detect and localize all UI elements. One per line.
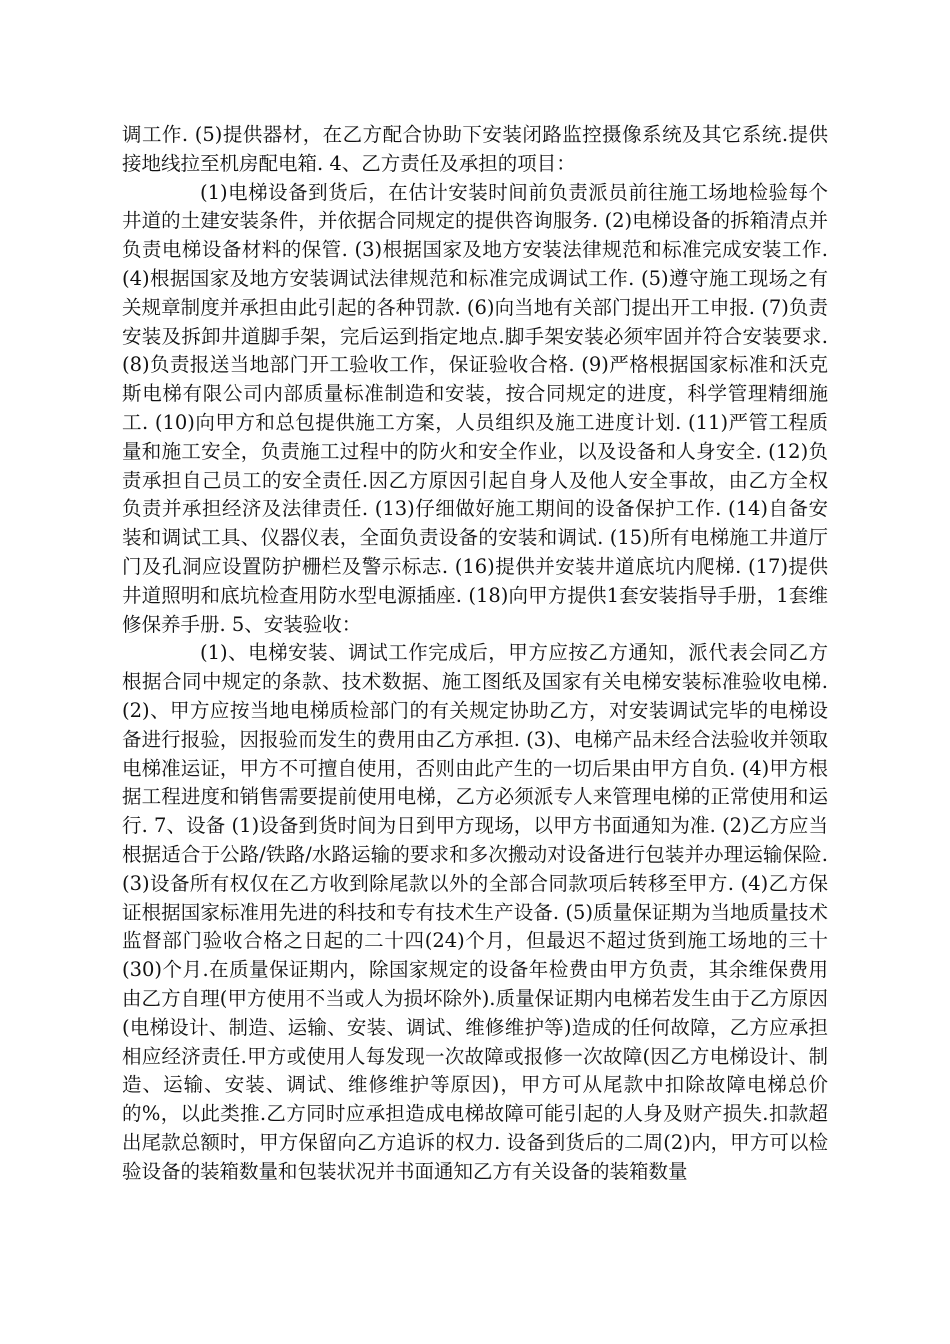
paragraph-2: (1)电梯设备到货后，在估计安装时间前负责派员前往施工场地检验每个井道的土建安装条件，并依据合同规定的提供咨询服务. (2)电梯设备的拆箱清点并负责电梯设备材料的保管. (3)根据国家及地方安装法律规范和标准完成安装工作. (4)根据国家及地方安装调试法律规范和标准完成调试工作. (5)遵守施工现场之有关规章制度并承担由此引起的各种罚款. (6)向当地有关部门提出开工申报. (7)负责安装及拆卸井道脚手架，完后运到指定地点.脚手架安装必须牢固并符合安装要求. (8)负责报送当地部门开工验收工作，保证验收合格. (9)严格根据国家标准和沃克斯电梯有限公司内部质量标准制造和安装，按合同规定的进度，科学管理精细施工. (10)向甲方和总包提供施工方案，人员组织及施工进度计划. (11)严管工程质量和施工安全，负责施工过程中的防火和安全作业，以及设备和人身安全. (12)负责承担自己员工的安全责任.因乙方原因引起自身人及他人安全事故，由乙方全权负责并承担经济及法律责任. (13)仔细做好施工期间的设备保护工作. (14)自备安装和调试工具、仪器仪表，全面负责设备的安装和调试. (15)所有电梯施工井道厅门及孔洞应设置防护栅栏及警示标志. (16)提供并安装井道底坑内爬梯. (17)提供井道照明和底坑检查用防水型电源插座. (18)向甲方提供1套安装指导手册，1套维修保养手册. 5、安装验收： [122,180,828,636]
document-body [122,121,828,1186]
paragraph-1: 调工作. (5)提供器材，在乙方配合协助下安装闭路监控摄像系统及其它系统.提供接地线拉至机房配电箱. 4、乙方责任及承担的项目： [122,123,828,175]
paragraph-3: (1)、电梯安装、调试工作完成后，甲方应按乙方通知，派代表会同乙方根据合同中规定的条款、技术数据、施工图纸及国家有关电梯安装标准验收电梯. (2)、甲方应按当地电梯质检部门的有关规定协助乙方，对安装调试完毕的电梯设备进行报验，因报验而发生的费用由乙方承担. (3)、电梯产品未经合法验收并领取电梯准运证，甲方不可擅自使用，否则由此产生的一切后果由甲方自负. (4)甲方根据工程进度和销售需要提前使用电梯，乙方必须派专人来管理电梯的正常使用和运行. 7、设备 (1)设备到货时间为日到甲方现场，以甲方书面通知为准. (2)乙方应当根据适合于公路/铁路/水路运输的要求和多次搬动对设备进行包装并办理运输保险. (3)设备所有权仅在乙方收到除尾款以外的全部合同款项后转移至甲方. (4)乙方保证根据国家标准用先进的科技和专有技术生产设备. (5)质量保证期为当地质量技术监督部门验收合格之日起的二十四(24)个月，但最迟不超过货到施工场地的三十(30)个月.在质量保证期内，除国家规定的设备年检费由甲方负责，其余维保费用由乙方自理(甲方使用不当或人为损坏除外).质量保证期内电梯若发生由于乙方原因(电梯设计、制造、运输、安装、调试、维修维护等)造成的任何故障，乙方应承担相应经济责任.甲方或使用人每发现一次故障或报修一次故障(因乙方电梯设计、制造、运输、安装、调试、维修维护等原因)，甲方可从尾款中扣除故障电梯总价的%，以此类推.乙方同时应承担造成电梯故障可能引起的人身及财产损失.扣款超出尾款总额时，甲方保留向乙方追诉的权力. 设备到货后的二周(2)内，甲方可以检验设备的装箱数量和包装状况并书面通知乙方有关设备的装箱数量 [122,641,828,1183]
